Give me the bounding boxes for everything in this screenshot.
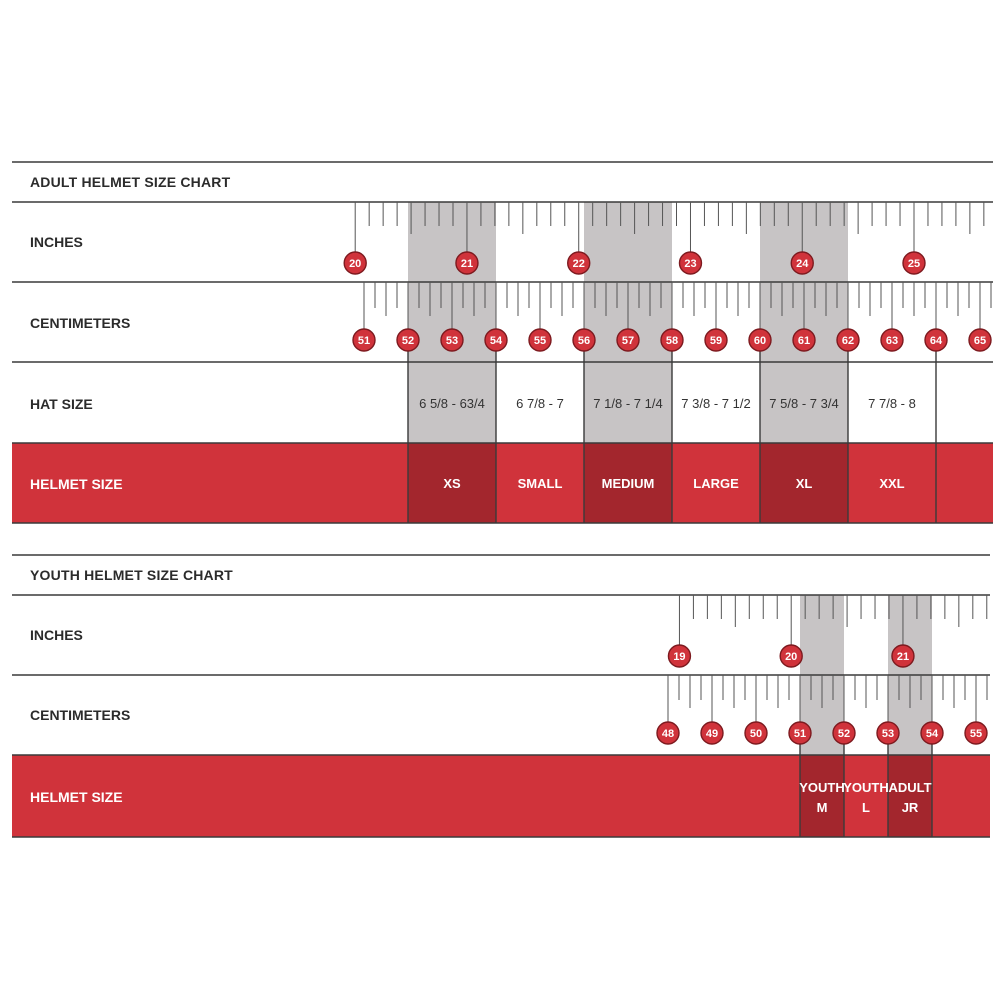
adult-helmet-size-value: SMALL xyxy=(517,476,563,491)
adult-helmet-size-value: LARGE xyxy=(693,476,739,491)
adult-cm-badge: 60 xyxy=(753,335,767,347)
adult-helmet-size-value: XS xyxy=(443,476,461,491)
adult-cm-badge: 62 xyxy=(841,335,855,347)
adult-helmet-size-value: XXL xyxy=(879,476,905,491)
adult-cm-badge: 52 xyxy=(401,335,415,347)
adult-hat-size-value: 7 5/8 - 7 3/4 xyxy=(769,396,839,411)
adult-inch-badge: 20 xyxy=(349,258,362,270)
adult-helmet-size-value: XL xyxy=(795,476,813,491)
adult-inch-badge: 23 xyxy=(684,258,697,270)
adult-cm-badge: 65 xyxy=(973,335,987,347)
adult-inch-badge: 22 xyxy=(572,258,585,270)
adult-centimeters-label: CENTIMETERS xyxy=(30,315,131,331)
youth-inch-badge: 19 xyxy=(673,651,686,663)
adult-hat-size-value: 7 7/8 - 8 xyxy=(868,396,916,411)
adult-hat-size-value: 7 3/8 - 7 1/2 xyxy=(681,396,751,411)
youth-helmet-size-value: ADULT xyxy=(888,780,932,795)
youth-centimeters-label: CENTIMETERS xyxy=(30,707,131,723)
adult-cm-badge: 64 xyxy=(929,335,943,347)
adult-inch-badge: 25 xyxy=(907,258,921,270)
youth-inches-label: INCHES xyxy=(30,627,83,643)
youth-cm-badge: 48 xyxy=(661,728,675,740)
adult-cm-badge: 61 xyxy=(797,335,811,347)
adult-inch-badge: 24 xyxy=(796,258,809,270)
adult-cm-badge: 63 xyxy=(885,335,899,347)
adult-inches-label: INCHES xyxy=(30,234,83,250)
youth-cm-badge: 50 xyxy=(749,728,763,740)
youth-helmet-size-chart xyxy=(12,555,990,837)
youth-cm-badge: 52 xyxy=(837,728,851,740)
youth-cm-badge: 53 xyxy=(881,728,895,740)
adult-helmet-size-chart xyxy=(12,162,993,523)
youth-inch-badge: 20 xyxy=(785,651,798,663)
youth-helmet-size-value: YOUTH xyxy=(843,780,889,795)
youth-cm-badge: 54 xyxy=(925,728,939,740)
adult-cm-badge: 55 xyxy=(533,335,547,347)
youth-helmet-size-value: JR xyxy=(901,800,919,815)
youth-cm-badge: 55 xyxy=(969,728,983,740)
adult-hat-size-value: 7 1/8 - 7 1/4 xyxy=(593,396,663,411)
youth-helmet-size-shade xyxy=(800,755,844,837)
adult-hat-size-value: 6 7/8 - 7 xyxy=(516,396,564,411)
adult-cm-badge: 56 xyxy=(577,335,591,347)
youth-helmet-size-value: YOUTH xyxy=(799,780,845,795)
adult-cm-badge: 54 xyxy=(489,335,503,347)
adult-cm-badge: 53 xyxy=(445,335,459,347)
adult-cm-badge: 58 xyxy=(665,335,679,347)
adult-hat-size-value: 6 5/8 - 63/4 xyxy=(419,396,485,411)
youth-cm-badge: 49 xyxy=(705,728,719,740)
youth-helmet-size-value: L xyxy=(862,800,870,815)
youth-chart-title: YOUTH HELMET SIZE CHART xyxy=(30,567,233,583)
youth-cm-badge: 51 xyxy=(793,728,807,740)
adult-chart-title: ADULT HELMET SIZE CHART xyxy=(30,174,231,190)
adult-cm-badge: 51 xyxy=(357,335,371,347)
youth-inch-badge: 21 xyxy=(896,651,910,663)
adult-helmet-size-label: HELMET SIZE xyxy=(30,476,123,492)
adult-cm-badge: 57 xyxy=(621,335,635,347)
adult-helmet-size-value: MEDIUM xyxy=(601,476,655,491)
adult-cm-badge: 59 xyxy=(709,335,723,347)
adult-hat-size-label: HAT SIZE xyxy=(30,396,93,412)
youth-helmet-size-value: M xyxy=(816,800,828,815)
youth-helmet-size-shade xyxy=(888,755,932,837)
adult-inch-badge: 21 xyxy=(460,258,474,270)
youth-helmet-size-label: HELMET SIZE xyxy=(30,789,123,805)
